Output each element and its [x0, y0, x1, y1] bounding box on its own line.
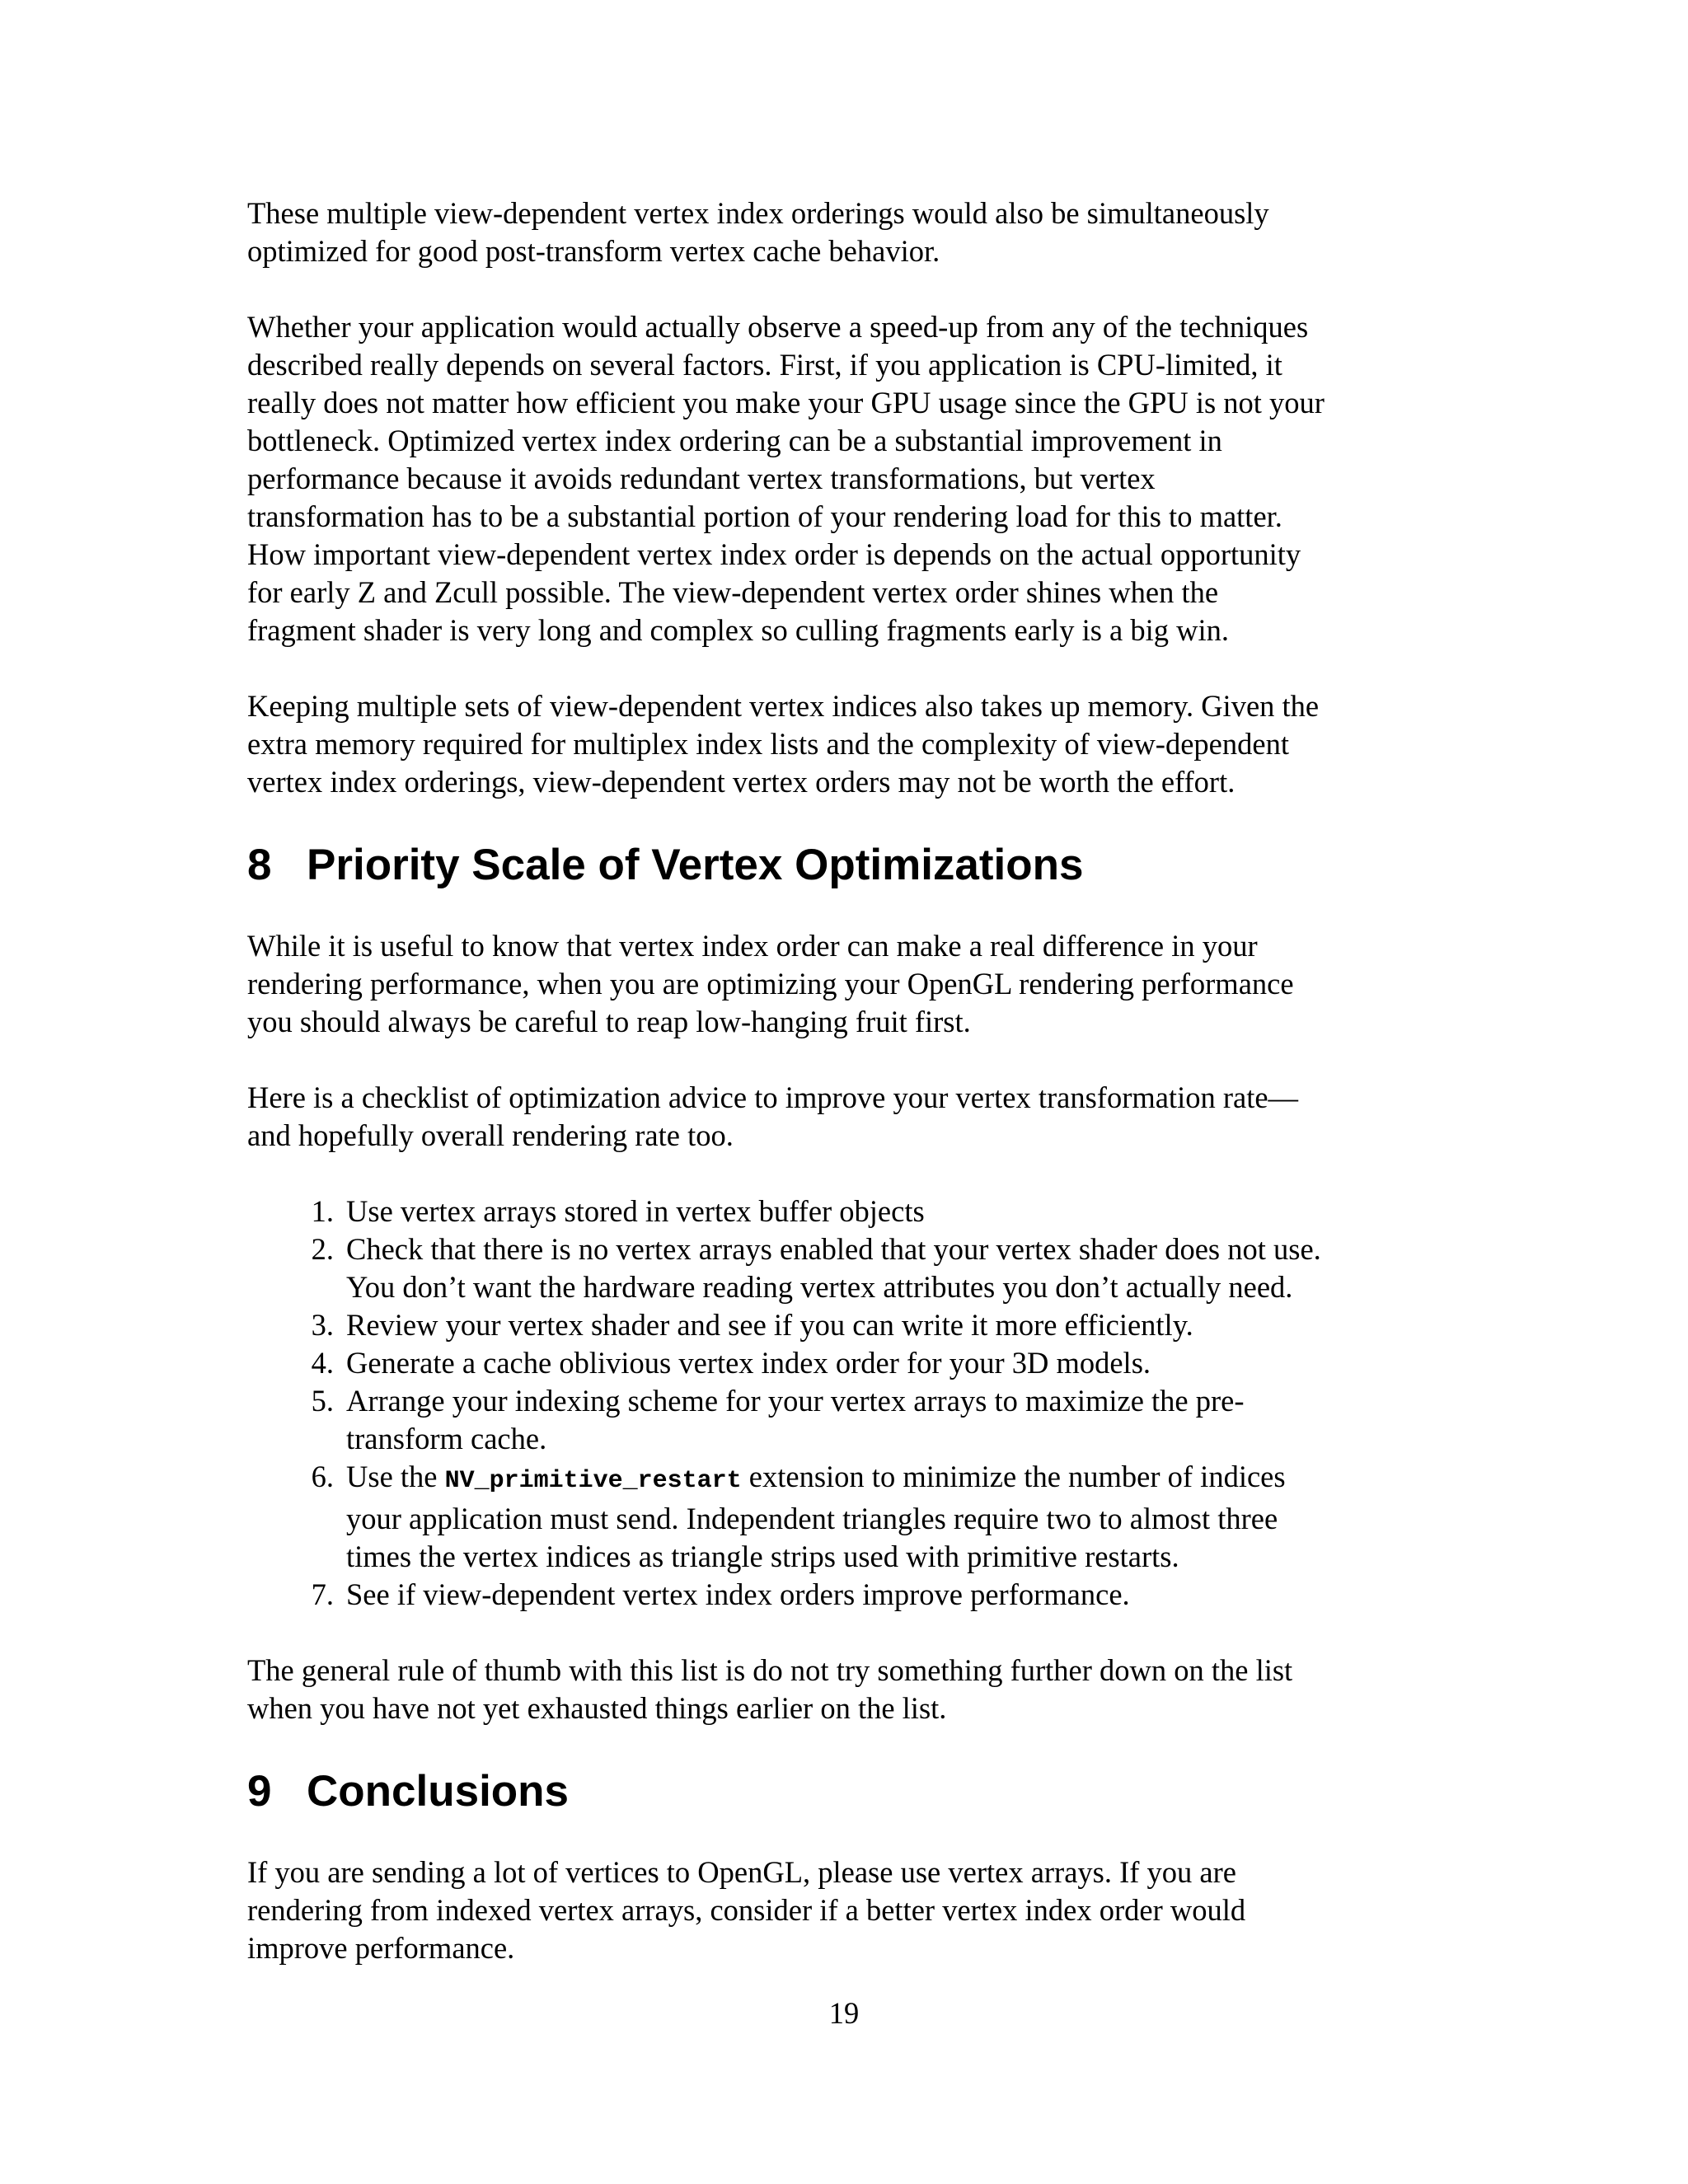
- section-8-checklist-intro: Here is a checklist of optimization advice to improve your vertex transformation rate— and hopefully overall rendering rate too.: [247, 1080, 1299, 1152]
- checklist-item-number: 4.: [311, 1346, 334, 1380]
- paragraph-memory-cost: Keeping multiple sets of view-dependent vertex indices also takes up memory. Given the extra memory required for multiplex index lists and the complexity of view-dependent vertex index orderings, view-dependent vertex orders may not be worth the effort.: [247, 689, 1320, 799]
- optimization-checklist: [247, 1193, 1451, 1614]
- checklist-item-number: 7.: [311, 1577, 334, 1611]
- checklist-item-2: [247, 1230, 1451, 1306]
- checklist-item-text: Use vertex arrays stored in vertex buffer objects: [346, 1194, 925, 1228]
- section-8-heading: [247, 839, 1451, 892]
- paragraph-view-dependent-orderings: These multiple view-dependent vertex index orderings would also be simultaneously optimized for good post-transform vertex cache behavior.: [247, 196, 1269, 268]
- page-content: [247, 194, 1451, 2005]
- checklist-item-number: 6.: [311, 1460, 334, 1493]
- checklist-item-number: 5.: [311, 1384, 334, 1418]
- checklist-item-6: [247, 1458, 1451, 1576]
- section-8-rule-of-thumb: The general rule of thumb with this list is do not try something further down on the list when you have not yet exhausted things earlier on the list.: [247, 1653, 1293, 1725]
- checklist-item-text-before: Use the: [346, 1460, 445, 1493]
- checklist-item-text: [346, 1458, 1451, 1576]
- checklist-item-text: Arrange your indexing scheme for your vertex arrays to maximize the pre- transform cache.: [346, 1384, 1245, 1455]
- section-8-intro: While it is useful to know that vertex index order can make a real difference in your rendering performance, when you are optimizing your OpenGL rendering performance you should always be careful to reap low-hanging fruit first.: [247, 929, 1294, 1038]
- checklist-item-3: [247, 1306, 1451, 1344]
- section-9-heading: [247, 1765, 1451, 1818]
- section-8-number: 8: [247, 841, 272, 889]
- paragraph-speed-up-factors: Whether your application would actually observe a speed-up from any of the techniques described really depends on several factors. First, if you application is CPU-limited, it really does not matter how efficient you make your GPU usage since the GPU is not your bottleneck. Optimized vertex index ordering can be a substantial improvement in performance because it avoids redundant vertex transformations, but vertex transformation has to be a substantial portion of your rendering load for this to matter. How important view-dependent vertex index order is depends on the actual opportunity for early Z and Zcull possible. The view-dependent vertex order shines when the fragment shader is very long and complex so culling fragments early is a big win.: [247, 310, 1325, 647]
- section-9-number: 9: [247, 1767, 272, 1816]
- checklist-item-text: See if view-dependent vertex index orders improve performance.: [346, 1577, 1130, 1611]
- section-8-title: Priority Scale of Vertex Optimizations: [307, 841, 1084, 889]
- checklist-item-text: Generate a cache oblivious vertex index order for your 3D models.: [346, 1346, 1151, 1380]
- section-9-title: Conclusions: [307, 1767, 570, 1816]
- checklist-item-text: Review your vertex shader and see if you can write it more efficiently.: [346, 1308, 1193, 1342]
- section-9-conclusion: If you are sending a lot of vertices to OpenGL, please use vertex arrays. If you are rendering from indexed vertex arrays, consider if a better vertex index order would improve performance.: [247, 1855, 1246, 1965]
- extension-name-code: NV_primitive_restart: [444, 1467, 742, 1495]
- checklist-item-5: [247, 1382, 1451, 1458]
- checklist-item-text: Check that there is no vertex arrays enabled that your vertex shader does not use. You don’t want the hardware reading vertex attributes you don’t actually need.: [346, 1232, 1321, 1304]
- checklist-item-4: [247, 1344, 1451, 1382]
- page-number: 19: [828, 1996, 860, 2030]
- checklist-item-number: 1.: [311, 1194, 334, 1228]
- checklist-item-number: 3.: [311, 1308, 334, 1342]
- checklist-item-text-after: extension to minimize the number of indices your application must send. Independent triangles require two to almost three times the vertex indices as triangle strips used with primitive restarts.: [346, 1460, 1286, 1573]
- checklist-item-1: [247, 1193, 1451, 1230]
- checklist-item-number: 2.: [311, 1232, 334, 1266]
- checklist-item-7: [247, 1576, 1451, 1614]
